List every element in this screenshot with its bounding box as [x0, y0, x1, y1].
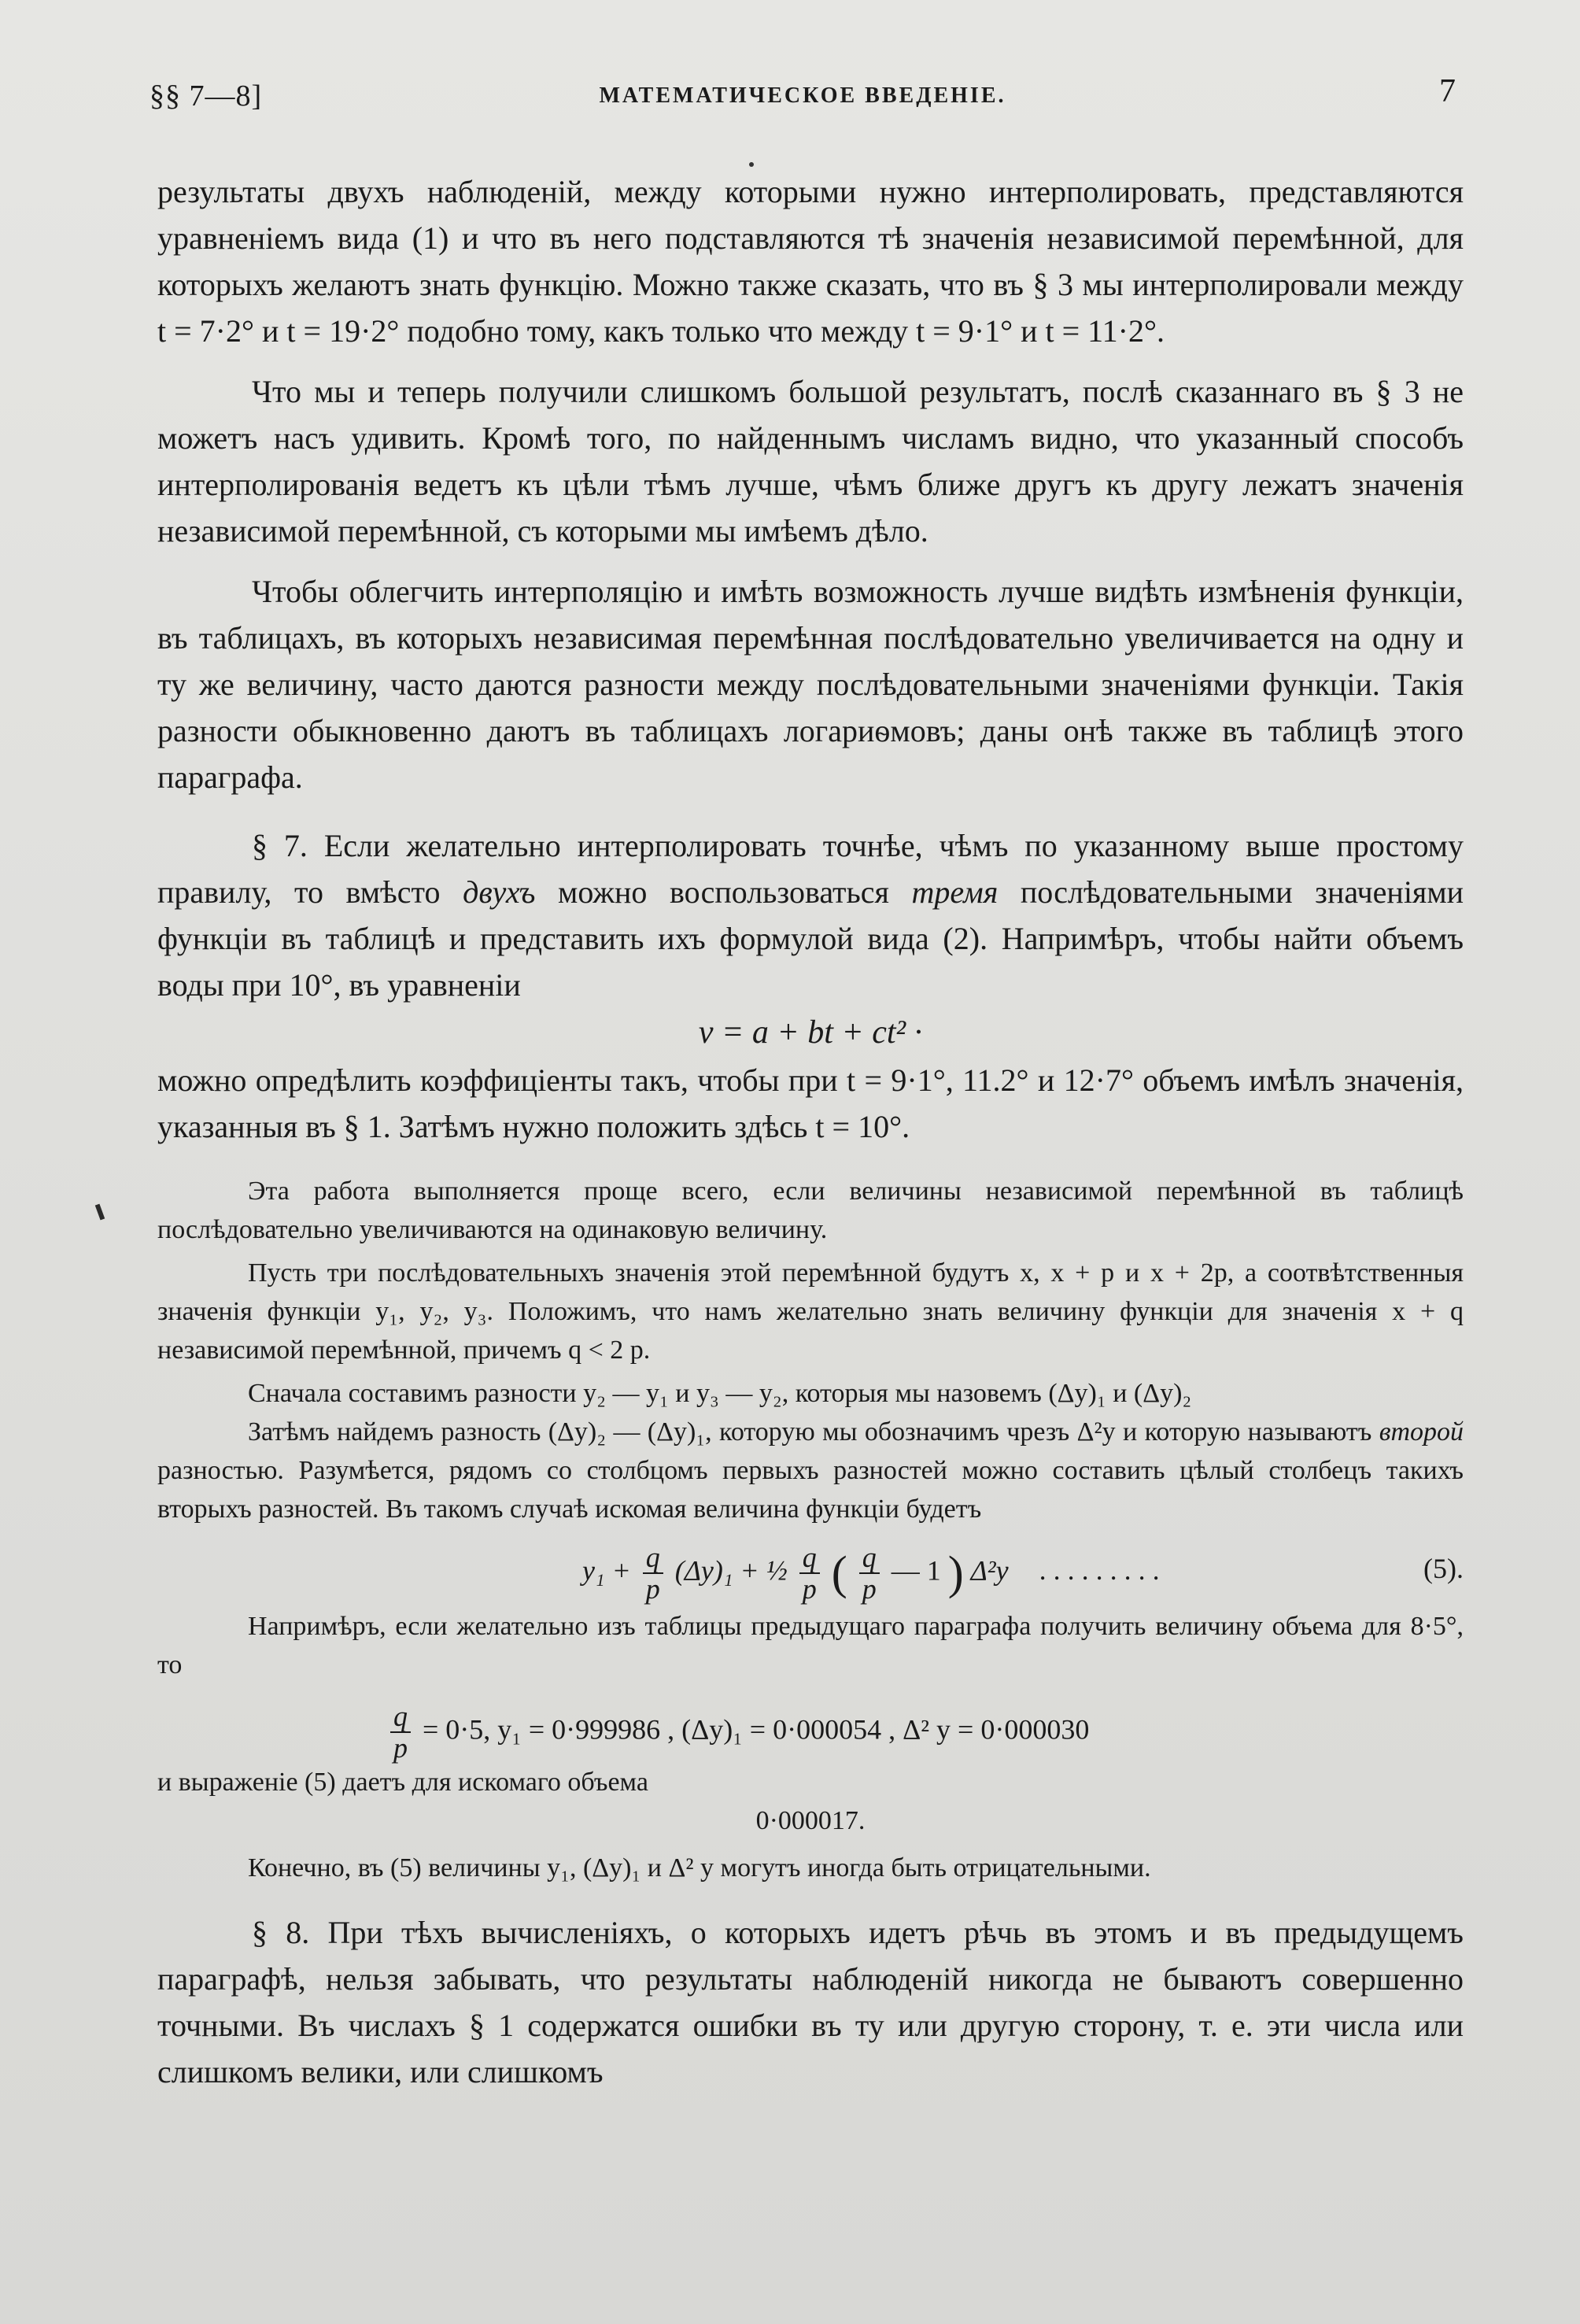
running-title: МАТЕМАТИЧЕСКОЕ ВВЕДЕНІЕ.: [599, 83, 1006, 108]
small-paragraph: Пусть три послѣдовательныхъ значенія этой перемѣнной будутъ x, x + p и x + 2p, а соотвѣтственныя значенія функціи y₁, y₂, y₃. Положимъ, что намъ желательно знать величину функціи для значенія x + q независимой перемѣнной, причемъ q < 2 p.: [157, 1258, 1464, 1365]
page-number: 7: [1439, 73, 1456, 109]
paragraph: Чтобы облегчить интерполяцію и имѣть возможность лучше видѣть измѣненія функціи, въ таблицахъ, въ которыхъ независимая перемѣнная послѣдовательно увеличивается на одну и ту же величину, часто даются разности между послѣдовательными значеніями функціи. Такія разности обыкновенно даютъ въ таблицахъ логариѳмовъ; даны онѣ также въ таблицѣ этого параграфа.: [157, 574, 1464, 795]
emphasis-word: тремя: [911, 874, 999, 910]
small-paragraph: Эта работа выполняется проще всего, если величины независимой перемѣнной въ таблицѣ послѣдовательно увеличиваются на одинаковую величину.: [157, 1177, 1464, 1244]
formula-5: y₁ + $\frac{q}{p}$ (Δy)₁ + ½ $\frac{q}{p}$ ( $\frac{q}{p}$ — 1 ) Δ²y . . . . . . . . . (5).: [582, 1542, 1464, 1605]
paragraph-continuation: можно опредѣлить коэффиціенты такъ, чтобы при t = 9·1°, 11.2° и 12·7° объемъ имѣлъ значенія, указанныя въ § 1. Затѣмъ нужно положить здѣсь t = 10°.: [157, 1062, 1464, 1144]
fraction-q-over-p: $\frac{q}{p}$: [390, 1701, 411, 1763]
equation-number: (5).: [1423, 1553, 1464, 1584]
equation-v: v = a + bt + ct² ·: [698, 1014, 923, 1051]
section-7-paragraph: § 7. Если желательно интерполировать точнѣе, чѣмъ по указанному выше простому правилу, то вмѣсто двухъ можно воспользоваться тремя послѣдовательными значеніями функціи въ таблицѣ и представить ихъ формулой вида (2). Напримѣръ, чтобы найти объемъ воды при 10°, въ уравненіи: [157, 828, 1464, 1003]
small-paragraph: и выраженіе (5) даетъ для искомаго объема: [157, 1768, 648, 1797]
fraction-q-over-p: $\frac{q}{p}$: [799, 1543, 820, 1604]
paragraph-continuation: результаты двухъ наблюденій, между которыми нужно интерполировать, представляются уравненіемъ вида (1) и что въ него подставляются тѣ значенія независимой перемѣнной, для которыхъ желаютъ знать функцію. Можно также сказать, что въ § 3 мы интерполировали между t = 7·2° и t = 19·2° подобно тому, какъ только что между t = 9·1° и t = 11·2°.: [157, 174, 1464, 349]
paragraph: Что мы и теперь получили слишкомъ большой результатъ, послѣ сказаннаго въ § 3 не можетъ насъ удивить. Кромѣ того, по найденнымъ числамъ видно, что указанный способъ интерполированія ведетъ къ цѣли тѣмъ лучше, чѣмъ ближе другъ къ другу лежатъ значенія независимой перемѣнной, съ которыми мы имѣемъ дѣло.: [157, 374, 1464, 549]
emphasis-word: двухъ: [463, 874, 536, 910]
fraction-q-over-p: $\frac{q}{p}$: [859, 1543, 880, 1604]
text-body: [157, 168, 1464, 2095]
ink-speck: [749, 162, 754, 167]
small-paragraph: Конечно, въ (5) величины y₁, (Δy)₁ и Δ² y могутъ иногда быть отрицательными.: [248, 1853, 1151, 1882]
running-header: [150, 73, 1456, 126]
margin-mark: [95, 1204, 105, 1221]
section-8-paragraph: § 8. При тѣхъ вычисленіяхъ, о которыхъ идетъ рѣчь въ этомъ и въ предыдущемъ параграфѣ, нельзя забывать, что результаты наблюденій никогда не бываютъ совершенно точными. Въ числахъ § 1 содержатся ошибки въ ту или другую сторону, т. е. эти числа или слишкомъ велики, или слишкомъ: [157, 1915, 1464, 2089]
fraction-q-over-p: $\frac{q}{p}$: [643, 1543, 663, 1604]
small-paragraph: Напримѣръ, если желательно изъ таблицы предыдущаго параграфа получить величину объема для 8·5°, то: [157, 1612, 1464, 1679]
small-paragraph: Затѣмъ найдемъ разность (Δy)₂ — (Δy)₁, которую мы обозначимъ чрезъ Δ²y и которую называютъ второй разностью. Разумѣется, рядомъ со столбцомъ первыхъ разностей можно составить цѣлый столбецъ такихъ вторыхъ разностей. Въ такомъ случаѣ искомая величина функціи будетъ: [157, 1417, 1464, 1524]
formula-values: $\frac{q}{p}$ = 0·5, y₁ = 0·999986 , (Δy)₁ = 0·000054 , Δ² y = 0·000030: [157, 1684, 1464, 1763]
result-value: 0·000017.: [755, 1806, 866, 1835]
emphasis-word: второй: [1379, 1417, 1464, 1446]
section-range: §§ 7—8]: [150, 79, 263, 113]
small-paragraph: Сначала составимъ разности y₂ — y₁ и y₃ — y₂, которыя мы назовемъ (Δy)₁ и (Δy)₂: [248, 1379, 1192, 1408]
